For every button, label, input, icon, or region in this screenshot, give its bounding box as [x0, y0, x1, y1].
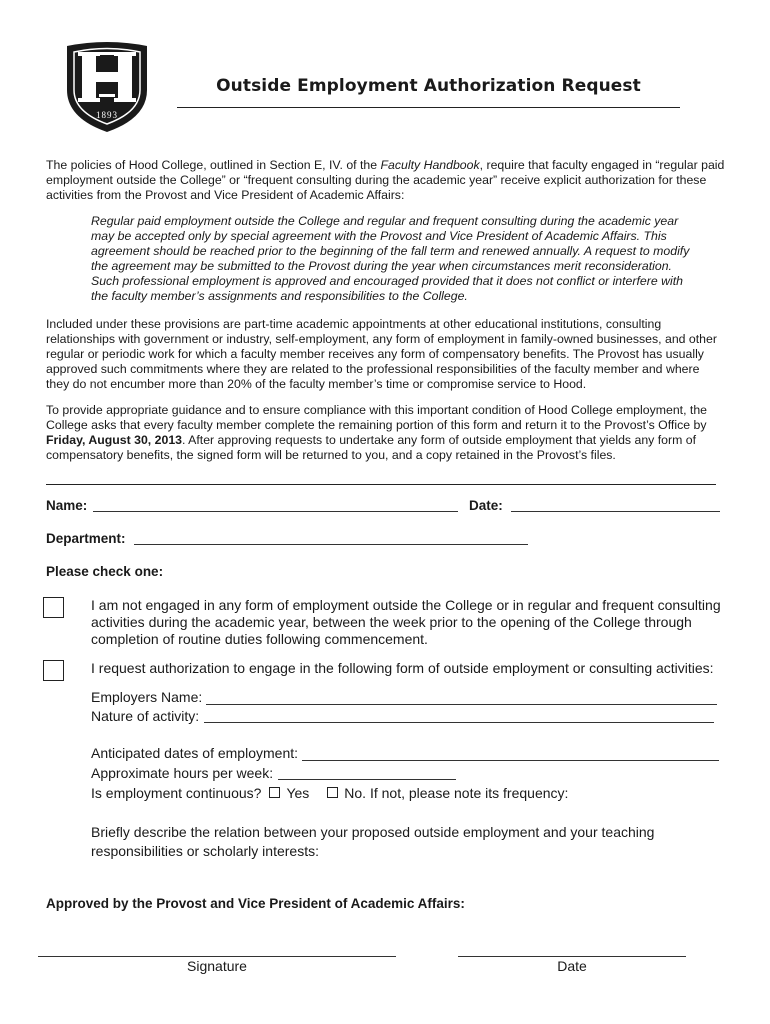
please-check-one-label: Please check one:: [46, 564, 164, 579]
anticipated-dates-label: Anticipated dates of employment:: [91, 745, 299, 761]
yes-checkbox[interactable]: [269, 787, 280, 798]
title-underline: [177, 107, 680, 108]
nature-of-activity-field[interactable]: [204, 722, 714, 723]
form-title: Outside Employment Authorization Request: [216, 76, 641, 96]
signature-label: Signature: [187, 958, 247, 974]
not-engaged-checkbox[interactable]: [43, 597, 64, 618]
no-checkbox[interactable]: [327, 787, 338, 798]
intro-paragraph: The policies of Hood College, outlined in Section E, IV. of the Faculty Handbook, require that faculty engaged in “regular paid employment outside the College” or “frequent consulting during the academic year” receive explicit authorization for these activities from the Provost and Vice President of Academic Affairs:: [46, 158, 725, 202]
anticipated-dates-field[interactable]: [302, 760, 719, 761]
describe-relation-prompt: Briefly describe the relation between your proposed outside employment and your teaching responsibilities or scholarly interests:: [91, 824, 655, 859]
svg-text:1893: 1893: [96, 110, 118, 120]
policy-quote: Regular paid employment outside the College and regular and frequent consulting during the academic year may be accepted only by special agreement with the Provost and Vice President of Academic Affairs. This agreement should be reached prior to the beginning of the fall term and renewed annually. A request to modify the agreement may be submitted to the Provost during the year when circumstances merit reconsideration. Such professional employment is approved and encouraged provided that it does not conflict or interfere with the faculty member’s assignments and responsibilities to the College.: [91, 214, 690, 303]
yes-label: Yes: [286, 785, 310, 801]
nature-of-activity-label: Nature of activity:: [91, 708, 200, 724]
request-authorization-option-text: I request authorization to engage in the following form of outside employment or consulting activities:: [91, 660, 714, 676]
approval-date-label: Date: [557, 958, 587, 974]
hood-college-shield-logo: [62, 38, 152, 134]
due-date: Friday, August 30, 2013: [46, 433, 182, 447]
faculty-handbook-reference: Faculty Handbook: [380, 158, 480, 172]
date-field[interactable]: [511, 511, 720, 512]
request-authorization-checkbox[interactable]: [43, 660, 64, 681]
name-label: Name:: [46, 498, 88, 513]
guidance-paragraph: To provide appropriate guidance and to ensure compliance with this important condition of Hood College employment, the College asks that every faculty member complete the remaining portion of this form and return it to the Provost’s Office by Friday, August 30, 2013. After approving requests to undertake any form of outside employment that yields any form of compensatory benefits, the signed form will be returned to you, and a copy retained in the Provost’s files.: [46, 403, 708, 462]
shield-icon: [62, 38, 152, 134]
employment-continuous-row: [91, 785, 568, 801]
no-label: No. If not, please note its frequency:: [344, 785, 569, 801]
section-divider: [46, 484, 716, 485]
not-engaged-option-text: I am not engaged in any form of employment outside the College or in regular and frequent consulting activities during the academic year, between the week prior to the opening of the College through completion of routine duties following commencement.: [91, 597, 721, 647]
department-label: Department:: [46, 531, 126, 546]
provisions-paragraph: Included under these provisions are part-time academic appointments at other educational institutions, consulting relationships with government or industry, self-employment, any form of employment in family-owned businesses, and other regular or periodic work for which a faculty member receives any form of compensatory benefits. The Provost has usually approved such commitments where they are related to the professional responsibilities of the faculty member and where they do not encumber more than 20% of the faculty member’s time or compromise service to Hood.: [46, 317, 717, 391]
hours-per-week-label: Approximate hours per week:: [91, 765, 274, 781]
hours-per-week-field[interactable]: [278, 779, 456, 780]
date-label: Date:: [469, 498, 503, 513]
department-field[interactable]: [134, 544, 528, 545]
name-field[interactable]: [93, 511, 458, 512]
employers-name-label: Employers Name:: [91, 689, 203, 705]
employers-name-field[interactable]: [206, 704, 717, 705]
signature-field[interactable]: [38, 956, 396, 957]
approval-heading: Approved by the Provost and Vice President of Academic Affairs:: [46, 896, 465, 911]
approval-date-field[interactable]: [458, 956, 686, 957]
employment-continuous-label: Is employment continuous?: [91, 785, 262, 801]
